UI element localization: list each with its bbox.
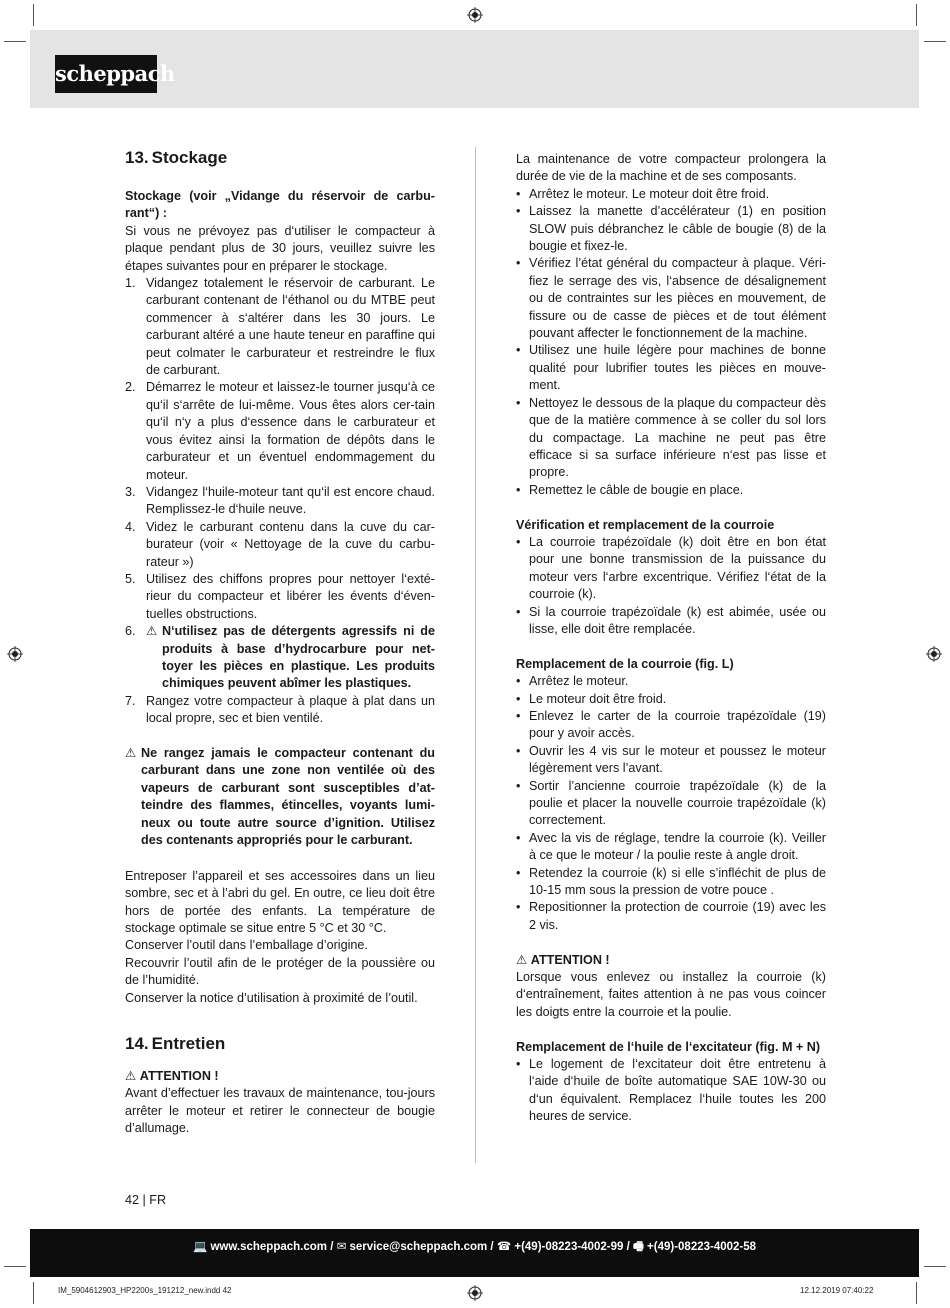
list-item: • Le moteur doit être froid. [516,691,667,706]
crop-mark [4,1266,26,1267]
list-item: 5. Utilisez des chiffons propres pour nettoyer l‘exté-rieur du compacteur et libérer les évents d‘éven-tuelles obstructions. [125,571,435,621]
list-item: 1. Vidangez totalement le réservoir de carburant. Le carburant contenant de l‘éthanol ou du MTBE peut commencer à s‘altérer dans les 30 jours. Le carburant altéré a une haute teneur en paraffine qui peut colmater le carburateur et restreindre le flux de carburant. [125,276,435,378]
list-item: 3. Vidangez l‘huile-moteur tant qu‘il est encore chaud. Remplissez-le d‘huile neuve. [125,484,435,517]
storage-paragraph: Conserver l’outil dans l’emballage d’origine. [125,938,368,953]
list-item: 7. Rangez votre compacteur à plaque à plat dans un local propre, sec et bien ventilé. [125,693,435,726]
right-column [516,151,826,1126]
phone-icon: ☎ [496,1241,512,1253]
list-item: • Arrêtez le moteur. [516,674,629,689]
email-link[interactable]: service@scheppach.com [349,1241,488,1253]
fax-number: +(49)-08223-4002-58 [647,1241,757,1253]
page-number: 42 | FR [125,1193,167,1207]
brand-logo: scheppach [55,55,157,93]
subheading-storage: Stockage (voir „Vidange du réservoir de carbu-rant“) : [125,189,435,221]
storage-paragraph: Recouvrir l’outil afin de le protéger de la poussière ou de l’humidité. [125,955,435,988]
storage-paragraph: Entreposer l’appareil et ses accessoires dans un lieu sombre, sec et à l’abri du gel. En outre, ce lieu doit être hors de portée des enfants. La température de stockage optimale se situe entre 5 °C et 30 °C. [125,868,435,936]
attention-heading: ⚠ ATTENTION ! [125,1069,219,1084]
warning-triangle-icon: ⚠ [125,745,137,760]
warning-triangle-icon: ⚠ [125,1069,140,1084]
subheading-belt-check: Vérification et remplacement de la courroie [516,517,775,532]
maintenance-paragraph: Avant d’effectuer les travaux de maintenance, tou-jours arrêter le moteur et retirer le connecteur de bougie d’allumage. [125,1086,435,1136]
registration-mark-icon [467,1285,483,1301]
storage-paragraph: Conserver la notice d’utilisation à proximité de l’outil. [125,990,418,1005]
list-item: • Repositionner la protection de courroie (19) avec les 2 vis. [516,900,826,932]
subheading-belt-replace: Remplacement de la courroie (fig. L) [516,656,734,671]
column-divider [475,147,476,1163]
exciter-oil-bullets [516,1056,826,1126]
list-item: • Remettez le câble de bougie en place. [516,482,744,497]
crop-mark [33,4,34,26]
list-item: 4. Videz le carburant contenu dans la cuve du car-burateur (voir « Nettoyage de la cuve du carbu-rateur ») [125,519,435,569]
crop-mark [33,1282,34,1304]
storage-warning: ⚠ Ne rangez jamais le compacteur contenant du carburant dans une zone non ventilée où des vapeurs de carburant sont susceptibles d’at-teindre des flammes, étincelles, voyants lumi-neux ou toute autre source d’ignition. Utilisez des contenants appropriés pour le carburant. [125,745,435,848]
fax-icon: 🖷 [632,1241,644,1253]
list-item: • Sortir l’ancienne courroie trapézoïdale (k) de la poulie et placer la nouvelle courroie trapézoïdale (k) correctement. [516,778,826,828]
list-item: • Avec la vis de réglage, tendre la courroie (k). Veiller à ce que le moteur / la poulie reste à angle droit. [516,830,826,863]
crop-mark [4,41,26,42]
maintenance-intro: La maintenance de votre compacteur prolongera la durée de vie de la machine et de ses composants. [516,152,826,184]
registration-mark-icon [467,7,483,23]
print-slug-file: IM_5904612903_HP2200s_191212_new.indd 42 [58,1286,232,1295]
list-item: • Si la courroie trapézoïdale (k) est abimée, usée ou lisse, elle doit être remplacée. [516,604,826,636]
storage-intro: Si vous ne prévoyez pas d‘utiliser le compacteur à plaque pendant plus de 30 jours, veuillez suivre les étapes suivantes pour en préparer le stockage. [125,223,435,273]
list-item: • Ouvrir les 4 vis sur le moteur et poussez le moteur légèrement vers l’avant. [516,743,826,776]
list-item: • Utilisez une huile légère pour machines de bonne qualité pour lubrifier toutes les pièces en mouve-ment. [516,343,826,393]
list-item-warning: 6. ⚠ N‘utilisez pas de détergents agressifs ni de produits à base d’hydrocarbure pour net-toyer les pièces en plastique. Les produits chimiques peuvent abîmer les plastiques. [125,624,435,691]
mail-icon: ✉ [336,1241,347,1253]
list-item: • Retendez la courroie (k) si elle s’infléchit de plus de 10-15 mm sous la pression de votre pouce . [516,865,826,898]
storage-steps [125,275,435,728]
warning-triangle-icon: ⚠ [146,624,158,639]
registration-mark-icon [926,646,942,662]
list-item: • Laissez la manette d’accélérateur (1) en position SLOW puis débranchez le câble de bougie (8) de la bougie et fixez-le. [516,204,826,254]
laptop-icon: 💻 [192,1241,208,1253]
crop-mark [916,4,917,26]
subheading-exciter-oil: Remplacement de l‘huile de l‘excitateur (fig. M + N) [516,1039,821,1054]
belt-check-bullets [516,534,826,638]
belt-replace-bullets [516,673,826,934]
section-heading-maintenance: 14. Entretien [125,1034,226,1054]
list-item: • La courroie trapézoïdale (k) doit être en bon état pour une bonne transmission de la puissance du moteur vers l‘arbre excentrique. Vérifiez l‘état de la courroie (k). [516,534,826,602]
attention-heading: ⚠ ATTENTION ! [516,952,610,967]
website-link[interactable]: www.scheppach.com [210,1241,328,1253]
crop-mark [916,1282,917,1304]
contact-bar: 💻 www.scheppach.com / ✉ service@scheppach.com / ☎ +(49)-08223-4002-99 / 🖷 +(49)-08223-4002-58 [30,1229,919,1277]
list-item: • Le logement de l‘excitateur doit être entretenu à l‘aide d‘huile de boîte automatique SAE 10W-30 ou d‘un équivalent. Remplacez l‘huile toutes les 200 heures de service. [516,1057,826,1124]
print-slug-date: 12.12.2019 07:40:22 [800,1286,874,1295]
list-item: • Enlevez le carter de la courroie trapézoïdale (19) pour y avoir accès. [516,708,826,741]
attention-paragraph: Lorsque vous enlevez ou installez la courroie (k) d‘entraînement, faites attention à ne pas vous coincer les doigts entre la courroie et la poulie. [516,970,826,1019]
left-column [125,147,435,1138]
crop-mark [924,41,946,42]
maintenance-bullets [516,186,826,499]
section-heading-storage: 13. Stockage [125,148,228,167]
warning-triangle-icon: ⚠ [516,952,531,967]
list-item: • Nettoyez le dessous de la plaque du compacteur dès que de la matière commence à se coller du sol lors du compactage. La machine ne peut pas être efficace si sa surface inférieure n‘est pas lisse et propre. [516,395,826,480]
crop-mark [924,1266,946,1267]
phone-number: +(49)-08223-4002-99 [514,1241,624,1253]
registration-mark-icon [7,646,23,662]
list-item: • Arrêtez le moteur. Le moteur doit être froid. [516,186,770,201]
list-item: 2. Démarrez le moteur et laissez-le tourner jusqu‘à ce qu‘il s‘arrête de lui-même. Vous êtes alors cer-tain qu‘il n‘y a plus d‘essence dans le carburateur et vous évitez ainsi la formation de dépôts dans le carburateur et un éventuel endommagement du moteur. [125,380,435,482]
list-item: • Vérifiez l’état général du compacteur à plaque. Véri-fiez le serrage des vis, l‘absence de désalignement ou de contraintes sur les pièces en mouvement, de fissure ou de casse de pièces et de tout élément pouvant affecter le fonctionnement de la machine. [516,256,826,341]
